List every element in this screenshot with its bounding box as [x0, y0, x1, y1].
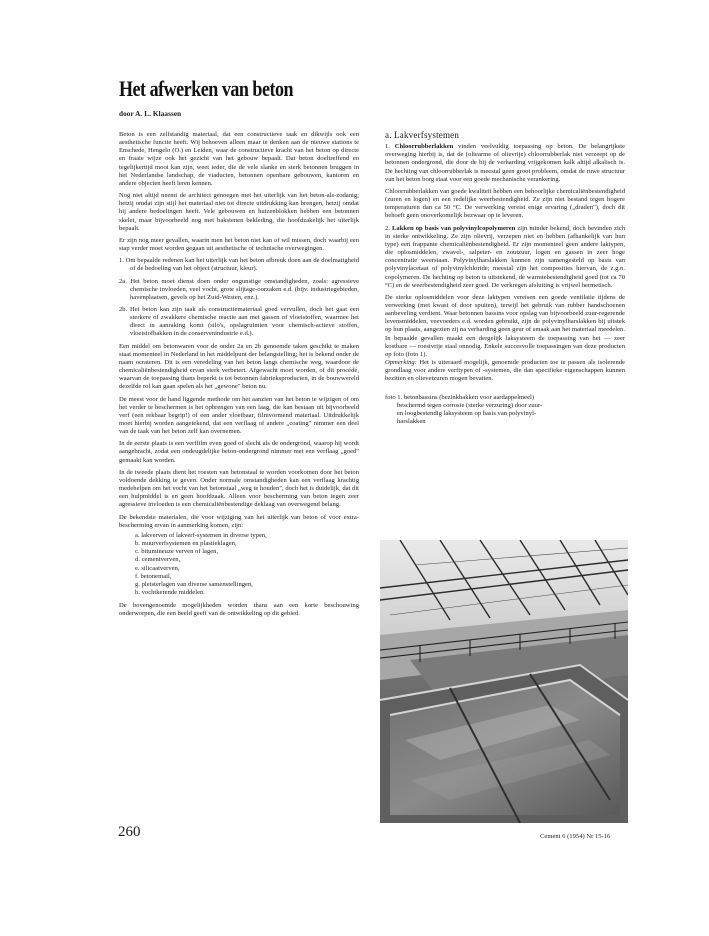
list-item: e. silicaatverven,	[135, 564, 180, 572]
paragraph: Nog niet altijd neemt de architect genoegen met het uiterlijk van het beton-als-zodanig; hetzij omdat zijn stijl het materiaal niet tot directe uitdrukking kan brengen, hetzij omdat hij andere bedoelingen heeft. Vele gebouwen en huizenblokken hebben een betonnen skelet, maar bijvoorbeeld nog met bakstenen bekleding, die hoofdzakelijk het uiterlijk bepaalt.	[119, 192, 359, 232]
list-item: 2b. Het beton kan zijn taak als constructiemateriaal goed vervullen, doch het gaat een sterkere of zwakkere chemische reactie aan met gassen of vloeistoffen, waarmee het direct in aanraking komt (silo's, opslagruimten voor chemisch-actieve stoffen, vloeistofbakken in de conservenindustrie e.d.).	[119, 305, 359, 338]
item-number: 2.	[385, 224, 393, 232]
paragraph: De meest voor de hand liggende methode om het aanzien van het beton te wijzigen of om het verder te beschermen is het opbrengen van een laag, die kan bestaan uit bijvoorbeeld verf (een rekbaar begrip!) of een ander vloeibaar, filmvormend materiaal. Uitdrukkelijk moet hierbij worden aangetekend, dat een verflaag of andere „coating" nimmer een deel van de taak van het beton zelf kan overnemen.	[119, 395, 359, 436]
journal-reference: Cement 6 (1954) Nr 15-16	[540, 833, 611, 840]
right-column	[385, 131, 625, 426]
caption-line: beschermd tegen corrosie (sterke verzuring) door zuur-	[397, 401, 543, 409]
article-title: Het afwerken van beton	[119, 76, 294, 101]
list-item: 1. Om bepaalde redenen kan het uiterlijk van het beton afbreuk doen aan de doelmatigheid of de bedoeling van het object (structuur, kleur).	[119, 257, 359, 273]
note-text: Het is uiteraard mogelijk, genoemde producten toe te passen als isolerende grondlaag voor andere verftypen of -systemen, die dan specifieke eigenschappen kunnen bezitten en olievetzuren mogen bevatten.	[385, 359, 625, 383]
paragraph: De sterke oplosmiddelen voor deze laktypen vereisen een goede ventilatie tijdens de verwerking (met kwast of door spuiten), terwijl het gebruik van rubber handschoenen aanbeveling verdient. Waar betonnen bassins voor opslag van bijvoorbeeld zuur-regerende levensmiddelen, veevoeders e.d. worden gebruikt, zijn de polyvinylharslakken bij uitstek op hun plaats, aangezien zij na verharding geen geur of smaak aan het materiaal meedelen. In bepaalde gevallen maakt een dergelijk laksysteem de toepassing van het — zeer kostbare — roestvrije staal onnodig. Enkele succesvolle toepassingen van deze producten op foto (foto 1).	[385, 293, 625, 358]
paragraph	[385, 225, 625, 290]
caption-line: en loogbestendig laksysteem op basis van polyvinyl-	[397, 409, 537, 417]
reason-list	[119, 257, 359, 338]
note-label: Opmerking:	[385, 359, 417, 367]
list-item: a. lakverven of lakverf-systemen in diverse typen,	[135, 531, 267, 539]
paragraph: Er zijn nog meer gevallen, waarin men het beton niet kan of wil missen, doch waarbij een stap verder moet worden gegaan uit aesthetische of technische overwegingen.	[119, 236, 359, 253]
item-text: zijn minder bekend, doch bevinden zich in sterke ontwikkeling. Ze zijn olievrij, verzepen niet en hebben (afhankelijk van hun type) een frappante chemicaliënbestendigheid. Er zijn momenteel geen andere laktypen, die oplosmiddelen, zwavel-, salpeter- en zoutzuur, logen en gassen in zeer hoge concentratie weerstaan. Polyvinylharslakken kunnen zijn samengesteld op basis van polyvinylacetaat of polyvinylchloride; meestal zijn het composities hiervan, de z.g.n. copolymeren. De hechting op beton is uitstekend, de warmtebestendigheid goed (tot ca 70 °C) en de weerbestendigheid zeer goed. De verkregen afsluiting is vrijwel hermetisch.	[385, 224, 626, 289]
paragraph: Beton is een zelfstandig materiaal, dat een constructieve taak en dikwijls ook een aesthetische functie heeft. Wij behoeven alleen maar te denken aan de nieuwe stations te Enschede, Hengelo (O.) en Leiden, waar de constructieve kracht van het beton op directe en fraaie wijze ook het gezicht van het gebouw bepaalt. Dat beton doeltreffend en tegelijkertijd mooi kan zijn, weet ieder, die de vele slanke en sterk betonnen bruggen in het Nederlandse landschap, de viaducten, betonnen openbare gebouwen, kantoren en andere objecten heeft leren kennen.	[119, 131, 359, 187]
list-item: f. betonemail,	[135, 572, 172, 580]
left-column	[119, 131, 359, 622]
paragraph: De bekendste materialen, die voor wijziging van het uiterlijk van beton of voor extra-bescherming ervan in aanmerking komen, zijn:	[119, 513, 359, 529]
photo-concrete-basins	[380, 540, 628, 823]
paragraph: Een middel om betonwaren voor de onder 2a en 2b genoemde taken geschikt te maken staat momenteel in Nederland in het middelpunt der belangstelling; het is bekend onder de naam ocrateren. Dit is een veredeling van het beton langs chemische weg, waardoor de chemicaliënbestendigheid ervan sterk verbetert. Afgewacht moet worden, of dit procédé, waarvan de toepassing thans beperkt is tot betonnen fabrieksproducten, in de bouwwereld dezelfde rol kan gaan spelen als het „gewone" beton nu.	[119, 342, 359, 391]
paragraph: In de eerste plaats is een verffilm even goed of slecht als de ondergrond, waarop hij wordt aangebracht, zodat een ondeugdelijke beton-ondergrond nimmer met een verflaag „goed" gemaakt kan worden.	[119, 440, 359, 464]
list-item: 2a. Het beton moet dienst doen onder ongunstige omstandigheden, zoals: agressieve chemische invloeden, veel vocht, grote slijtage-oorzaken e.d. (bijv. industriegebieden, havenplaatsen, gevels op het Zuid-Westen, enz.).	[119, 277, 359, 301]
list-item: g. pleisterlagen van diverse samenstellingen,	[135, 581, 253, 589]
paragraph: De bovengenoemde mogelijkheden worden thans aan een korte beschouwing onderworpen, die een beeld geeft van de ontwikkeling op dit gebied.	[119, 601, 359, 617]
page-number: 260	[118, 824, 141, 840]
caption-line: harslakken	[397, 418, 426, 426]
term-chloorrubberlakken: Chloorrubberlakken	[394, 143, 454, 151]
photo-caption	[385, 394, 625, 427]
list-item: d. cementverven,	[135, 556, 181, 564]
item-text: vinden veelvuldig toepassing op beton. De belangrijkste overweging hierbij is, dat de (oliearme of olievrije) chloorrubberlak niet verzeept op de betonnen ondergrond, die door de bij de verharding vrijgekomen kalk altijd alkalisch is. De hechting van chloorrubberlak is meestal geen groot probleem, omdat de ruwe structuur van het beton borg staat voor een goede mechanische verankering.	[385, 143, 625, 183]
list-item: h. vochtkerende middelen.	[135, 589, 205, 597]
section-heading: a. Lakverfsystemen	[385, 130, 460, 140]
list-item: c. bitumineuze verven of lagen,	[135, 548, 219, 556]
list-item: b. muurverfsystemen en plastieklagen,	[135, 540, 237, 548]
article-author: door A. L. Klaassen	[119, 110, 182, 118]
paragraph: In de tweede plaats dient het roesten van betonstaal te worden voorkomen door het beton voldoende dekking te geven. Onder normale omstandigheden kan een verflaag krachtig medehelpen om het vocht van het betonstaal „weg te houden", doch het is duidelijk, dat dit een hulpmiddel is en geen hoofdzaak. Alleen voor bescherming van beton tegen zeer agressieve invloeden is een chemicaliënbestendige deklaag van overwegend belang.	[119, 468, 359, 509]
term-polyvinyl: Lakken op basis van polyvinylcopolymeren	[392, 224, 516, 232]
paragraph	[385, 359, 625, 383]
caption-line: foto 1. betonbassins (bezinkbakken voor aardappelmeel)	[385, 393, 535, 401]
paragraph: Chloorrubberlakken van goede kwaliteit hebben een behoorlijke chemicaliënbestendigheid (zuren en logen) en een redelijke weerbestendigheid. Ze zijn niet bestand tegen hogere temperaturen dan ca 50 °C. De verwerking vereist enige ervaring („draden"), doch dit behoeft geen onoverkomelijk bezwaar op te leveren.	[385, 187, 625, 220]
materials-list	[135, 532, 359, 598]
item-number: 1.	[385, 143, 395, 151]
paragraph	[385, 143, 625, 184]
